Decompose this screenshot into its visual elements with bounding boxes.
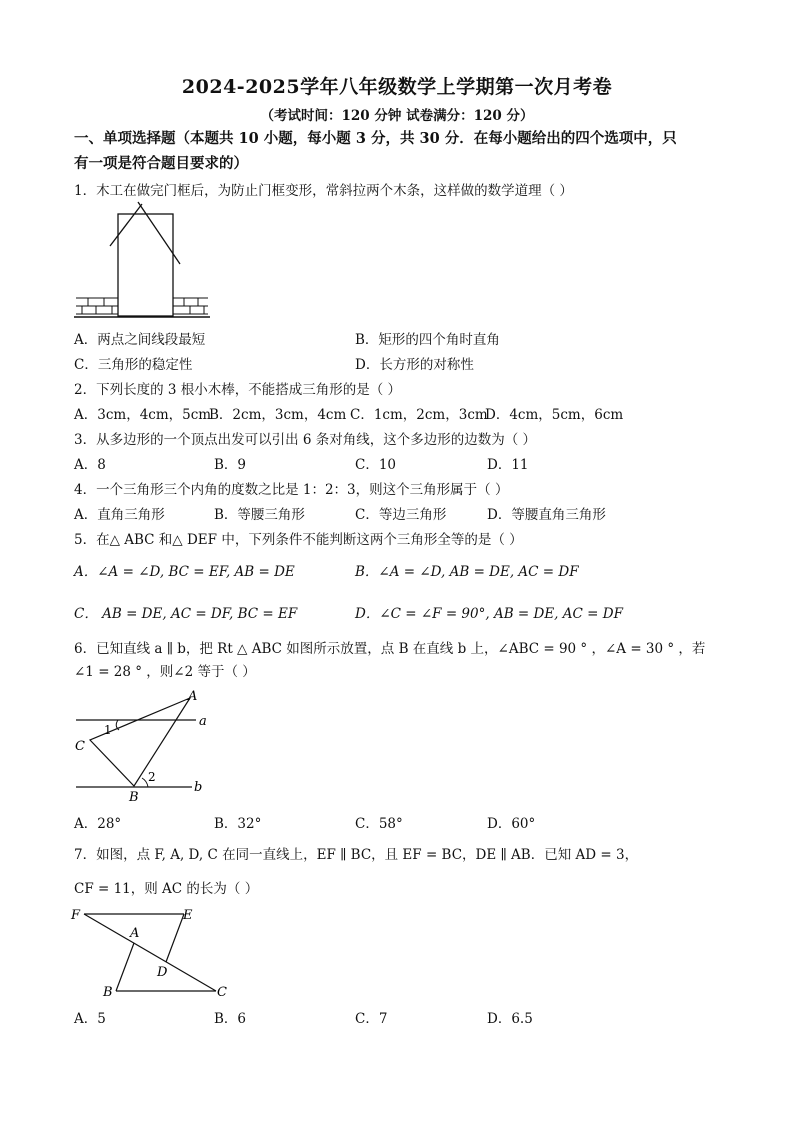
q3-option-a: A．8 (74, 457, 106, 473)
q7-option-b: B．6 (214, 1011, 247, 1027)
brace-right (138, 202, 180, 264)
label-b: b (194, 780, 203, 795)
q2-stem: 2．下列长度的 3 根小木棒，不能搭成三角形的是（ ） (74, 382, 402, 398)
q7-stem-line1: 7．如图，点 F, A, D, C 在同一直线上，EF ∥ BC，且 EF = BC，DE ∥ AB．已知 AD = 3， (74, 847, 639, 863)
label-B: B (103, 985, 113, 1000)
q4-option-b: B．等腰三角形 (214, 507, 305, 523)
q2-option-c: C．1cm，2cm，3cm (350, 407, 488, 423)
section-heading-line1: 一、单项选择题（本题共 10 小题，每小题 3 分，共 30 分．在每小题给出的四个选项中，只 (74, 130, 677, 147)
q2-option-b: B．2cm，3cm，4cm (209, 407, 347, 423)
q1-option-a: A．两点之间线段最短 (74, 332, 206, 348)
q1-option-b: B．矩形的四个角时直角 (355, 332, 500, 348)
q6-option-a: A．28° (74, 816, 122, 832)
q7-stem-line2: CF = 11，则 AC 的长为（ ） (74, 881, 259, 897)
q3-stem: 3．从多边形的一个顶点出发可以引出 6 条对角线，这个多边形的边数为（ ） (74, 432, 537, 448)
door-frame-figure (74, 200, 214, 325)
q3-option-b: B．9 (214, 457, 247, 473)
brick-wall-left (76, 298, 118, 314)
label-F: F (71, 908, 81, 923)
q4-option-a: A．直角三角形 (74, 507, 165, 523)
q1-stem: 1．木工在做完门框后，为防止门框变形，常斜拉两个木条，这样做的数学道理（ ） (74, 183, 573, 199)
q6-stem-line2: ∠1 = 28 ° ，则∠2 等于（ ） (74, 664, 256, 680)
label-a: a (199, 714, 207, 729)
q5-option-d: D．∠C = ∠F = 90°, AB = DE, AC = DF (355, 606, 623, 622)
triangle-abc (90, 698, 190, 786)
segment-ed (166, 914, 184, 962)
q4-stem: 4．一个三角形三个内角的度数之比是 1：2：3，则这个三角形属于（ ） (74, 482, 509, 498)
brace-left (110, 204, 142, 246)
q1-option-d: D．长方形的对称性 (355, 357, 474, 373)
q4-option-c: C．等边三角形 (355, 507, 447, 523)
q7-option-a: A．5 (74, 1011, 106, 1027)
q7-figure (70, 905, 240, 1003)
q7-option-c: C．7 (355, 1011, 388, 1027)
q2-option-a: A．3cm，4cm，5cm (74, 407, 212, 423)
q5-option-a: A．∠A = ∠D, BC = EF, AB = DE (74, 564, 295, 580)
q6-option-d: D．60° (487, 816, 536, 832)
q1-option-c: C．三角形的稳定性 (74, 357, 193, 373)
segment-ab (116, 943, 134, 991)
label-C: C (75, 739, 85, 754)
label-D: D (157, 965, 168, 980)
label-A: A (188, 689, 198, 704)
label-1: 1 (104, 723, 112, 737)
exam-title: 2024-2025学年八年级数学上学期第一次月考卷 (181, 76, 613, 98)
exam-subtitle: （考试时间：120 分钟 试卷满分：120 分） (260, 108, 534, 124)
label-E: E (183, 908, 193, 923)
q3-option-c: C．10 (355, 457, 397, 473)
door-frame (118, 214, 173, 316)
brick-wall-right (173, 298, 208, 314)
q7-option-d: D．6.5 (487, 1011, 533, 1027)
segment-fc (84, 914, 216, 991)
label-C: C (217, 985, 227, 1000)
q3-option-d: D．11 (487, 457, 529, 473)
q4-option-d: D．等腰直角三角形 (487, 507, 606, 523)
q6-figure (72, 688, 222, 806)
q6-stem-line1: 6．已知直线 a ∥ b，把 Rt △ ABC 如图所示放置，点 B 在直线 b 上，∠ABC = 90 ° ，∠A = 30 ° ，若 (74, 641, 706, 657)
q5-stem: 5．在△ ABC 和△ DEF 中，下列条件不能判断这两个三角形全等的是（ ） (74, 532, 523, 548)
q5-option-b: B．∠A = ∠D, AB = DE, AC = DF (355, 564, 579, 580)
label-A: A (130, 926, 140, 941)
label-2: 2 (148, 770, 156, 784)
q6-option-c: C．58° (355, 816, 403, 832)
q5-option-c: C． AB = DE, AC = DF, BC = EF (74, 606, 298, 622)
section-heading-line2: 有一项是符合题目要求的） (74, 155, 248, 172)
q2-option-d: D．4cm，5cm，6cm (485, 407, 624, 423)
label-B: B (129, 790, 139, 805)
q6-option-b: B．32° (214, 816, 262, 832)
